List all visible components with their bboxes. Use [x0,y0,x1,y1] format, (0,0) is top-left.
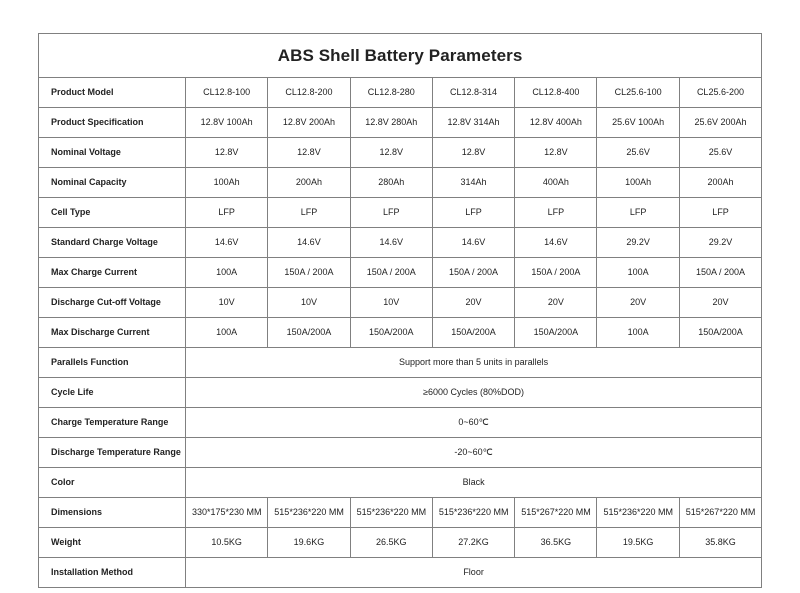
row-label: Installation Method [39,558,186,588]
row-merged-value: ≥6000 Cycles (80%DOD) [186,378,762,408]
row-label: Color [39,468,186,498]
row-value: 150A / 200A [432,258,514,288]
row-label: Product Model [39,78,186,108]
row-value: CL12.8-280 [350,78,432,108]
row-value: 35.8KG [679,528,761,558]
table-row [39,558,762,588]
row-label: Discharge Temperature Range [39,438,186,468]
table-row [39,408,762,438]
row-label: Dimensions [39,498,186,528]
row-value: 150A/200A [350,318,432,348]
row-value: 330*175*230 MM [186,498,268,528]
row-value: 12.8V 280Ah [350,108,432,138]
row-value: 14.6V [515,228,597,258]
table-body [39,34,762,588]
row-value: 12.8V [268,138,350,168]
row-value: CL12.8-100 [186,78,268,108]
row-value: LFP [268,198,350,228]
row-value: 12.8V 200Ah [268,108,350,138]
table-row [39,258,762,288]
row-value: 27.2KG [432,528,514,558]
row-value: 100A [186,258,268,288]
row-value: 150A/200A [432,318,514,348]
row-value: 12.8V [350,138,432,168]
row-value: LFP [432,198,514,228]
row-value: 14.6V [350,228,432,258]
row-value: 10V [268,288,350,318]
row-value: 29.2V [597,228,679,258]
row-value: 10.5KG [186,528,268,558]
row-value: 20V [432,288,514,318]
table-row [39,498,762,528]
row-value: 515*236*220 MM [350,498,432,528]
row-value: 100A [186,318,268,348]
row-merged-value: 0~60℃ [186,408,762,438]
row-merged-value: Black [186,468,762,498]
row-value: 26.5KG [350,528,432,558]
row-value: 12.8V [515,138,597,168]
table-row [39,138,762,168]
row-value: 150A / 200A [268,258,350,288]
row-value: 150A/200A [515,318,597,348]
row-value: 25.6V 100Ah [597,108,679,138]
row-value: LFP [186,198,268,228]
row-value: 515*236*220 MM [432,498,514,528]
row-value: 150A/200A [268,318,350,348]
row-value: 20V [515,288,597,318]
row-value: 10V [186,288,268,318]
row-value: 29.2V [679,228,761,258]
row-value: 100Ah [186,168,268,198]
row-value: 12.8V [186,138,268,168]
row-label: Product Specification [39,108,186,138]
table-row [39,318,762,348]
row-merged-value: -20~60℃ [186,438,762,468]
row-value: 100A [597,258,679,288]
row-value: 36.5KG [515,528,597,558]
row-value: 14.6V [432,228,514,258]
row-value: CL25.6-200 [679,78,761,108]
row-label: Nominal Capacity [39,168,186,198]
row-value: 25.6V [679,138,761,168]
row-label: Nominal Voltage [39,138,186,168]
row-value: 515*267*220 MM [679,498,761,528]
table-row [39,78,762,108]
table-row [39,168,762,198]
table-row [39,348,762,378]
battery-parameters-table [38,33,762,588]
row-value: 20V [679,288,761,318]
row-value: 12.8V 314Ah [432,108,514,138]
row-value: 12.8V 100Ah [186,108,268,138]
row-label: Max Charge Current [39,258,186,288]
table-row [39,198,762,228]
row-value: 20V [597,288,679,318]
row-value: CL12.8-314 [432,78,514,108]
table-row [39,528,762,558]
row-value: 25.6V 200Ah [679,108,761,138]
row-value: CL25.6-100 [597,78,679,108]
row-value: 12.8V [432,138,514,168]
row-value: CL12.8-200 [268,78,350,108]
table-row [39,438,762,468]
row-value: 100Ah [597,168,679,198]
row-value: 150A / 200A [350,258,432,288]
row-label: Max Discharge Current [39,318,186,348]
row-value: LFP [597,198,679,228]
row-value: 150A / 200A [515,258,597,288]
row-value: 515*236*220 MM [268,498,350,528]
row-value: 19.5KG [597,528,679,558]
row-value: 150A/200A [679,318,761,348]
row-value: 150A / 200A [679,258,761,288]
row-label: Cell Type [39,198,186,228]
row-value: LFP [350,198,432,228]
row-merged-value: Support more than 5 units in parallels [186,348,762,378]
table-row [39,228,762,258]
table-row [39,288,762,318]
row-label: Parallels Function [39,348,186,378]
row-merged-value: Floor [186,558,762,588]
row-value: 515*236*220 MM [597,498,679,528]
page-title: ABS Shell Battery Parameters [39,34,762,78]
row-label: Cycle Life [39,378,186,408]
row-value: 100A [597,318,679,348]
table-row [39,468,762,498]
row-value: 200Ah [268,168,350,198]
row-value: 314Ah [432,168,514,198]
table-row [39,108,762,138]
row-label: Weight [39,528,186,558]
row-value: 12.8V 400Ah [515,108,597,138]
row-label: Charge Temperature Range [39,408,186,438]
row-value: 280Ah [350,168,432,198]
row-value: 14.6V [268,228,350,258]
row-value: 200Ah [679,168,761,198]
row-value: 400Ah [515,168,597,198]
table-row [39,378,762,408]
row-value: 25.6V [597,138,679,168]
table-title-row [39,34,762,78]
row-value: 19.6KG [268,528,350,558]
row-label: Discharge Cut-off Voltage [39,288,186,318]
row-value: LFP [679,198,761,228]
row-value: 10V [350,288,432,318]
row-value: 14.6V [186,228,268,258]
row-value: CL12.8-400 [515,78,597,108]
row-value: 515*267*220 MM [515,498,597,528]
row-label: Standard Charge Voltage [39,228,186,258]
row-value: LFP [515,198,597,228]
